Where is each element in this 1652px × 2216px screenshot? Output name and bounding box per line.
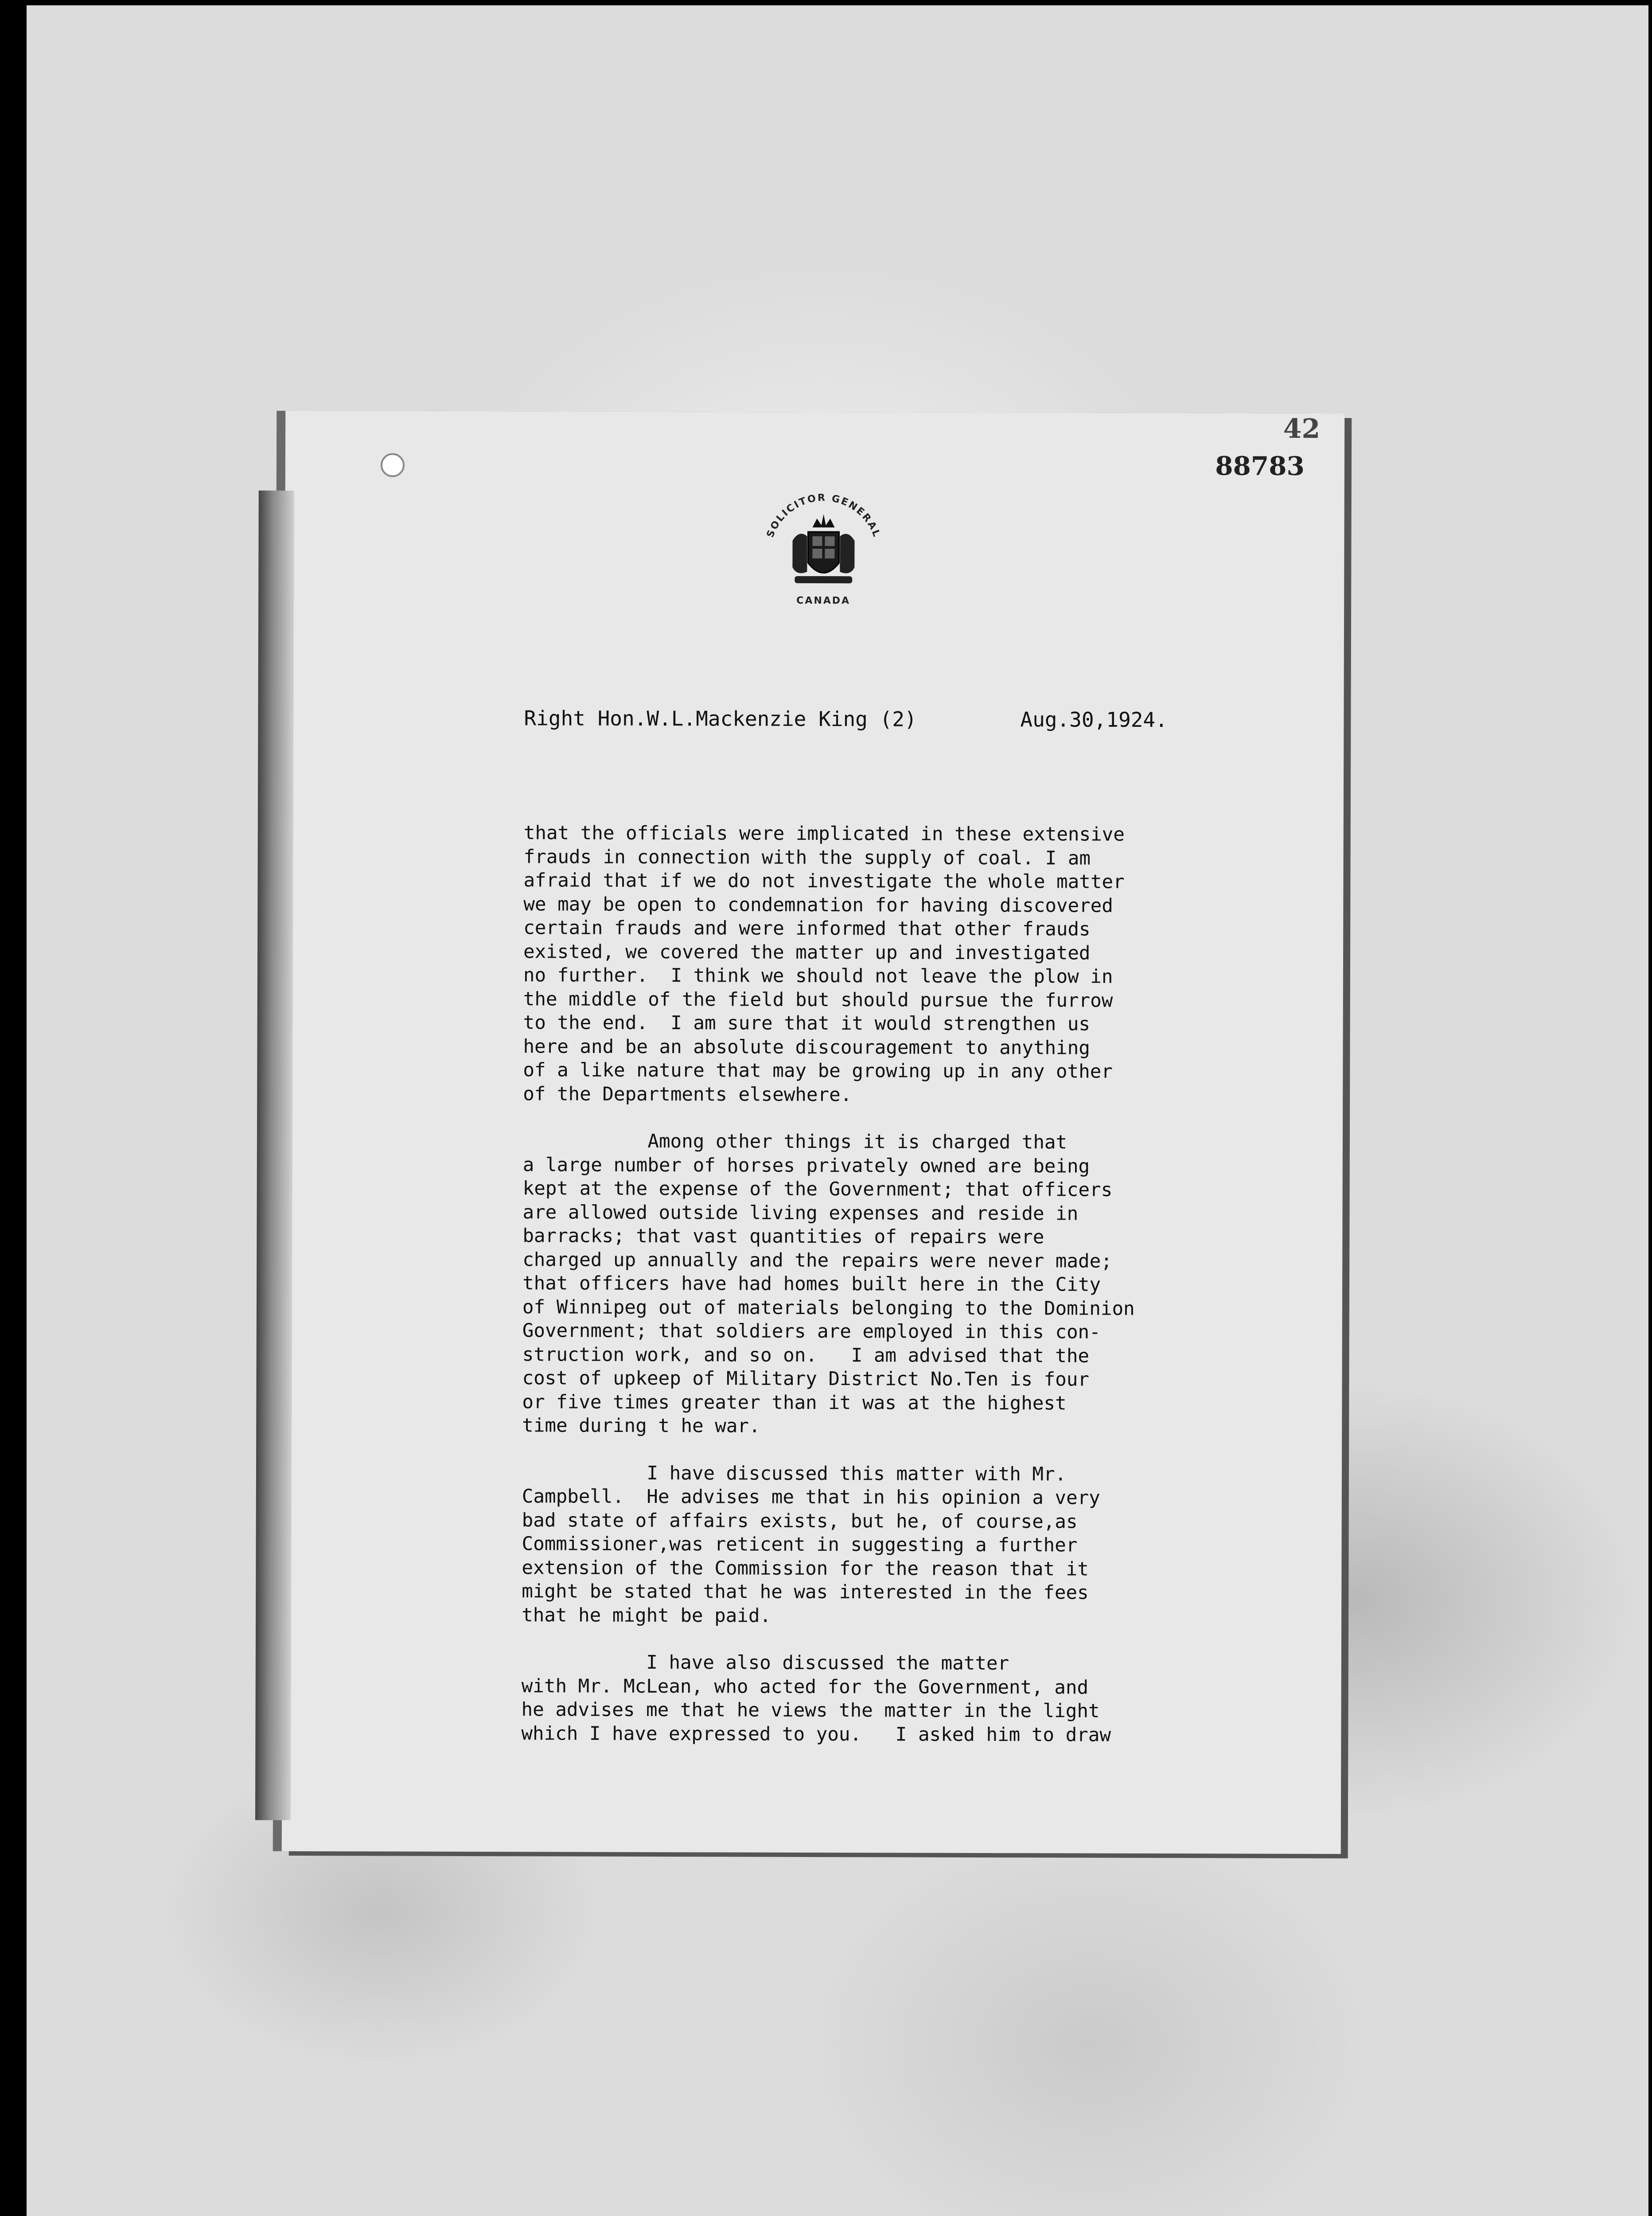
letter-line: are allowed outside living expenses and reside in [522, 1201, 1079, 1225]
letter-line: Among other things it is charged that [522, 1130, 1068, 1154]
letter-line: of Winnipeg out of materials belonging to the Dominion [522, 1296, 1135, 1320]
file-number: 88783 [1215, 451, 1305, 481]
letter-paragraph [522, 1461, 1364, 1629]
letter-line: struction work, and so on. I am advised that the [522, 1343, 1090, 1367]
letter-header-date: Aug.30,1924. [1020, 707, 1168, 732]
letter-line: we may be open to condemnation for having discovered [523, 893, 1113, 917]
letter-line: no further. I think we should not leave the plow in [523, 964, 1113, 988]
letter-line: or five times greater than it was at the highest [522, 1391, 1067, 1414]
letter-line: I have discussed this matter with Mr. [522, 1462, 1067, 1485]
letter-line: of the Departments elsewhere. [523, 1083, 852, 1106]
crest-text-top: SOLICITOR GENERAL [764, 492, 883, 540]
sheet-torn-edge [255, 491, 294, 1820]
letter-line: the middle of the field but should pursue the furrow [523, 988, 1113, 1012]
letter-line: extension of the Commission for the reason that it [522, 1557, 1089, 1580]
letter-line: frauds in connection with the supply of coal. I am [523, 846, 1091, 870]
letter-line: kept at the expense of the Government; that officers [522, 1178, 1113, 1201]
letter-line: cost of upkeep of Military District No.Ten is four [522, 1367, 1089, 1391]
letter-paragraph [522, 1129, 1365, 1440]
letter-line: of a like nature that may be growing up in any other [523, 1059, 1113, 1083]
letter-line: that officers have had homes built here in the City [522, 1272, 1101, 1296]
letter-paragraph [521, 1650, 1364, 1748]
letter-line: existed, we covered the matter up and investigated [523, 940, 1091, 964]
letter-line: here and be an absolute discouragement to anything [523, 1035, 1090, 1059]
letter-sheet [282, 411, 1345, 1854]
solicitor-general-crest-icon [750, 488, 897, 630]
letter-line: that the officials were implicated in these extensive [523, 822, 1125, 846]
letter-paragraph [523, 821, 1366, 1108]
letter-line: time during t he war. [522, 1415, 760, 1437]
letter-line: Government; that soldiers are employed in this con- [522, 1320, 1101, 1343]
letter-line: which I have expressed to you. I asked him to draw [521, 1722, 1111, 1746]
letter-line: afraid that if we do not investigate the whole matter [523, 870, 1125, 893]
letter-line: that he might be paid. [522, 1604, 771, 1627]
letter-line: with Mr. McLean, who acted for the Government, and [521, 1675, 1089, 1699]
letter-line: he advises me that he views the matter in the light [521, 1699, 1100, 1722]
letter-body [521, 821, 1366, 1771]
letter-line: to the end. I am sure that it would strengthen us [523, 1012, 1091, 1035]
letter-line: I have also discussed the matter [521, 1651, 1009, 1675]
letter-line: Campbell. He advises me that in his opinion a very [522, 1486, 1100, 1509]
letter-line: Commissioner,was reticent in suggesting a further [522, 1533, 1078, 1557]
letter-line: bad state of affairs exists, but he, of course,as [522, 1509, 1078, 1533]
letter-line: charged up annually and the repairs were never made; [522, 1248, 1112, 1272]
stamp-number: 42 [1283, 413, 1321, 445]
letter-header-addressee: Right Hon.W.L.Mackenzie King (2) [524, 706, 917, 731]
crest-text-bottom: CANADA [796, 595, 851, 607]
letter-line: a large number of horses privately owned are being [522, 1154, 1090, 1178]
punch-hole [381, 453, 405, 477]
letter-line: certain frauds and were informed that other frauds [523, 917, 1091, 940]
letter-line: barracks; that vast quantities of repairs were [522, 1225, 1044, 1248]
letter-line: might be stated that he was interested in the fees [522, 1580, 1089, 1604]
